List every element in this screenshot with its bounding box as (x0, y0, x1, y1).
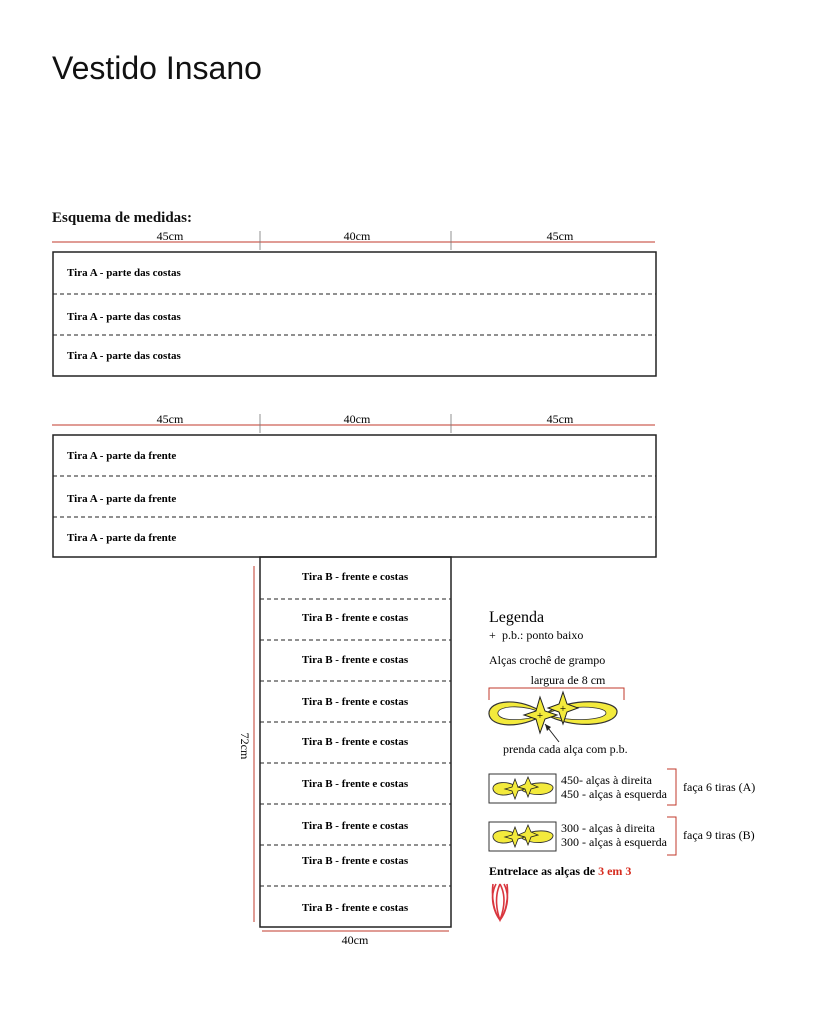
back-row-3: Tira A - parte das costas (67, 350, 181, 362)
skirt-panel (260, 557, 451, 927)
back-row-2: Tira A - parte das costas (67, 311, 181, 323)
front-panel (53, 435, 656, 557)
attach-note: prenda cada alça com p.b. (503, 742, 628, 756)
pb-mark-1: + (536, 710, 544, 722)
pb-mark-2: + (559, 703, 567, 715)
pb-definition: p.b.: ponto baixo (502, 628, 584, 642)
skirt-width-label: 40cm (341, 933, 369, 947)
skirt-row-7: Tira B - frente e costas (301, 820, 409, 832)
group-a-bracket (667, 769, 676, 805)
front-dim-center: 40cm (343, 412, 371, 426)
group-b (489, 817, 755, 855)
group-b-bracket (667, 817, 676, 855)
interlace-loops-icon (492, 884, 507, 920)
page-title: Vestido Insano (52, 50, 262, 86)
front-row-2: Tira A - parte da frente (67, 493, 177, 505)
back-panel (53, 252, 656, 376)
width-bracket (489, 688, 624, 700)
skirt-row-8: Tira B - frente e costas (301, 855, 409, 867)
section-title: Esquema de medidas: (52, 210, 193, 226)
back-row-1: Tira A - parte das costas (67, 267, 181, 279)
skirt-row-6: Tira B - frente e costas (301, 778, 409, 790)
group-a-line2: 450 - alças à esquerda (561, 787, 667, 801)
group-b-note: faça 9 tiras (B) (683, 828, 755, 842)
skirt-row-5: Tira B - frente e costas (301, 736, 409, 748)
skirt-row-4: Tira B - frente e costas (301, 696, 409, 708)
skirt-row-2: Tira B - frente e costas (301, 612, 409, 624)
legend-title: Legenda (489, 609, 545, 626)
front-dim-right: 45cm (546, 412, 574, 426)
back-dim-left: 45cm (156, 229, 184, 243)
skirt-row-1: Tira B - frente e costas (301, 571, 409, 583)
group-b-line2: 300 - alças à esquerda (561, 835, 667, 849)
hairpin-label: Alças crochê de grampo (489, 653, 606, 667)
group-a-line1: 450- alças à direita (561, 773, 652, 787)
skirt-row-9: Tira B - frente e costas (301, 902, 409, 914)
interlace-instruction: Entrelace as alças de 3 em 3 (489, 864, 632, 878)
front-dimension-bar (52, 412, 655, 433)
legend (489, 609, 755, 920)
back-dim-right: 45cm (546, 229, 574, 243)
skirt-row-3: Tira B - frente e costas (301, 654, 409, 666)
front-row-1: Tira A - parte da frente (67, 450, 177, 462)
pb-symbol: + (489, 628, 496, 642)
back-dimension-bar (52, 229, 655, 250)
group-a (489, 769, 755, 805)
back-dim-center: 40cm (343, 229, 371, 243)
skirt-width-dimension (262, 931, 449, 947)
front-dim-left: 45cm (156, 412, 184, 426)
front-row-3: Tira A - parte da frente (67, 532, 177, 544)
hairpin-loop-large (489, 692, 617, 733)
group-b-line1: 300 - alças à direita (561, 821, 655, 835)
skirt-height-dimension (238, 566, 254, 922)
skirt-height-label: 72cm (238, 732, 252, 760)
group-a-note: faça 6 tiras (A) (683, 780, 756, 794)
width-label: largura de 8 cm (530, 673, 606, 687)
